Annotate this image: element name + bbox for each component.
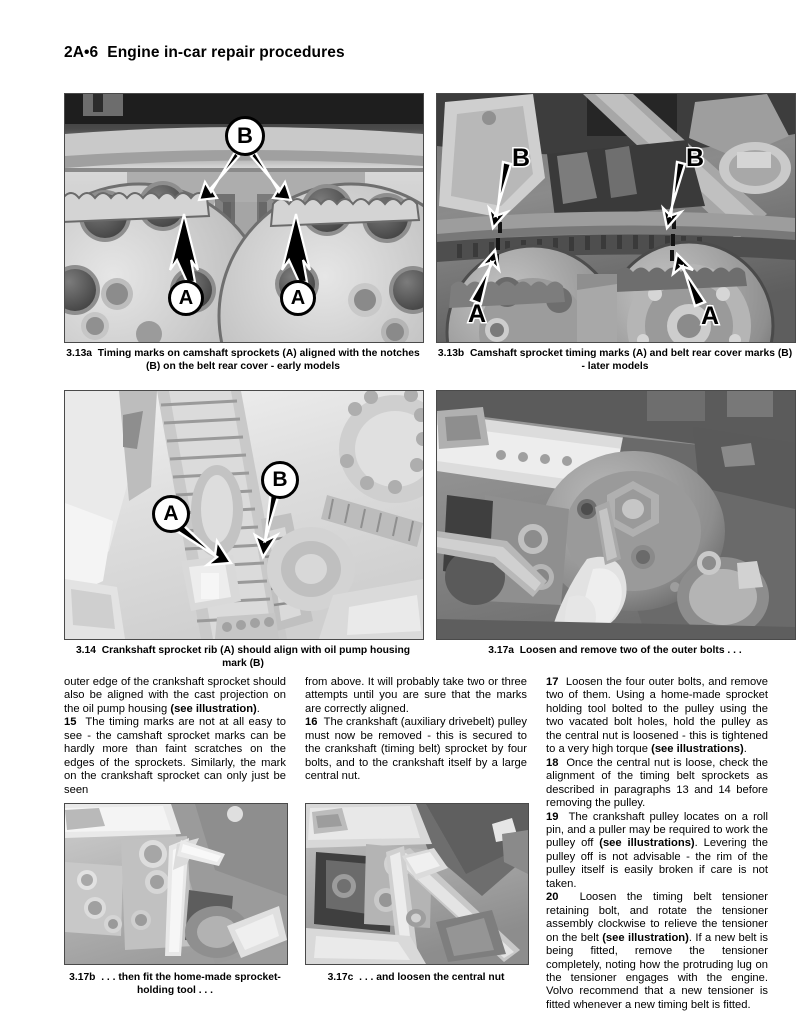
see-illustration-ref-20: (see illustration) bbox=[602, 931, 689, 944]
photo-content-3-17b bbox=[65, 804, 287, 964]
para-continued-text-col2: from above. It will probably take two or three attempts until you are sure that the marks are correctly aligned. bbox=[305, 676, 527, 715]
figure-number-3-17b: 3.17b bbox=[69, 972, 96, 983]
figure-caption-text-3-17c: . . . and loosen the central nut bbox=[359, 972, 505, 983]
body-column-2 bbox=[305, 676, 527, 784]
paragraph-continued-col2 bbox=[305, 676, 527, 716]
body-column-3 bbox=[546, 676, 768, 1012]
callout-b-right-3-13b: B bbox=[686, 144, 705, 172]
figure-image-3-17a bbox=[436, 390, 796, 640]
paragraph-19-text-a: The crankshaft pulley locates on a roll pin, and a puller may be required to work the pulley off bbox=[546, 810, 768, 850]
figure-image-3-17b bbox=[64, 803, 288, 965]
paragraph-17-text-b: . bbox=[743, 743, 747, 756]
paragraph-16-number: 16 bbox=[305, 716, 318, 729]
photo-content-3-14 bbox=[65, 391, 423, 639]
callout-a-left-3-13a: A bbox=[168, 280, 204, 316]
see-illustration-ref-col1: (see illustration) bbox=[170, 702, 257, 715]
figure-image-3-14 bbox=[64, 390, 424, 640]
photo-content-3-17c bbox=[306, 804, 528, 964]
body-column-1 bbox=[64, 676, 286, 797]
paragraph-18 bbox=[546, 757, 768, 811]
figure-number-3-17c: 3.17c bbox=[327, 972, 354, 983]
callout-b-3-13a: B bbox=[225, 116, 265, 156]
para-continued-end-col1: . bbox=[256, 702, 260, 715]
paragraph-17-number: 17 bbox=[546, 676, 559, 688]
paragraph-17-text-a: Loosen the four outer bolts, and remove two of them. Using a home-made sprocket holding tool bolted to the pulley using the two vacated bolt holes, hold the pulley as the central nut is loosened - this is tightened to a very high torque bbox=[546, 676, 768, 756]
figure-caption-3-13a bbox=[64, 347, 422, 373]
photo-content-3-13b bbox=[437, 94, 795, 342]
callout-b-3-14: B bbox=[261, 461, 299, 499]
figure-image-3-17c bbox=[305, 803, 529, 965]
figure-caption-text-3-13b: Camshaft sprocket timing marks (A) and belt rear cover marks (B) - later models bbox=[469, 348, 793, 373]
figure-number-3-13b: 3.13b bbox=[437, 348, 465, 359]
annotation-arrows-3-13b bbox=[437, 94, 795, 342]
paragraph-19-text-b: . Levering the pulley off is not advisable - the rim of the pulley itself is easily broken if care is not taken. bbox=[546, 837, 768, 890]
figure-caption-3-17a bbox=[436, 644, 794, 657]
paragraph-20-text-b: . If a new belt is being fitted, remove the tensioner completely, noting how the protruding lug on the tensioner engages with the engine. Volvo recommend that a new tensioner is fitted whenever a new timing belt is fitted. bbox=[546, 931, 768, 1011]
see-illustrations-ref-19: (see illustrations) bbox=[599, 837, 695, 850]
figure-caption-text-3-17a: Loosen and remove two of the outer bolts . . . bbox=[519, 645, 742, 656]
figure-caption-text-3-17b: . . . then fit the home-made sprocket-holding tool . . . bbox=[101, 972, 281, 997]
callout-a-left-3-13b: A bbox=[468, 300, 487, 328]
figure-caption-3-14 bbox=[64, 644, 422, 670]
paragraph-15 bbox=[64, 716, 286, 797]
callout-b-left-3-13b: B bbox=[512, 144, 531, 172]
paragraph-17 bbox=[546, 676, 768, 757]
photo-content-3-17a bbox=[437, 391, 795, 639]
paragraph-15-text: The timing marks are not at all easy to see - the camshaft sprocket marks can be hardly more than faint scratches on the edges of the sprockets. Similarly, the mark on the crankshaft sprocket can only just be seen bbox=[64, 716, 286, 796]
para-continued-text-col1: outer edge of the crankshaft sprocket should also be aligned with the cast projection on the oil pump housing bbox=[64, 676, 286, 715]
paragraph-20-number: 20 bbox=[546, 891, 559, 904]
figure-image-3-13a bbox=[64, 93, 424, 343]
see-illustrations-ref-17: (see illustrations) bbox=[651, 743, 744, 756]
figure-image-3-13b bbox=[436, 93, 796, 343]
paragraph-continued-col1 bbox=[64, 676, 286, 716]
figure-number-3-13a: 3.13a bbox=[66, 348, 93, 359]
figure-caption-text-3-13a: Timing marks on camshaft sprockets (A) aligned with the notches (B) on the belt rear cover - early models bbox=[97, 348, 420, 373]
paragraph-16 bbox=[305, 716, 527, 783]
figure-number-3-17a: 3.17a bbox=[488, 645, 515, 656]
callout-a-right-3-13b: A bbox=[701, 302, 720, 330]
figure-caption-text-3-14: Crankshaft sprocket rib (A) should align with oil pump housing mark (B) bbox=[101, 645, 411, 670]
paragraph-20 bbox=[546, 891, 768, 1012]
figure-caption-3-17c bbox=[305, 971, 527, 984]
figure-caption-3-17b bbox=[64, 971, 286, 997]
paragraph-18-text: Once the central nut is loose, check the alignment of the timing belt sprockets as described in paragraphs 13 and 14 before removing the pulley. bbox=[546, 756, 769, 810]
annotation-arrows-3-14 bbox=[65, 391, 423, 639]
callout-a-right-3-13a: A bbox=[280, 280, 316, 316]
page-header bbox=[64, 44, 764, 62]
paragraph-18-number: 18 bbox=[546, 756, 559, 769]
figure-number-3-14: 3.14 bbox=[75, 645, 96, 656]
paragraph-15-number: 15 bbox=[64, 716, 77, 729]
page-title: Engine in-car repair procedures bbox=[107, 44, 345, 61]
paragraph-19-number: 19 bbox=[546, 810, 559, 823]
callout-a-3-14: A bbox=[152, 495, 190, 533]
paragraph-19 bbox=[546, 811, 768, 892]
paragraph-20-text-a: Loosen the timing belt tensioner retaining bolt, and rotate the tensioner assembly clockwise to relieve the tensioner on the belt bbox=[546, 891, 769, 944]
page-folio: 2A•6 bbox=[64, 44, 99, 61]
figure-caption-3-13b bbox=[436, 347, 794, 373]
paragraph-16-text: The crankshaft (auxiliary drivebelt) pulley must now be removed - this is secured to the crankshaft (timing belt) sprocket by four bolts, and to the crankshaft itself by a large central nut. bbox=[305, 716, 527, 783]
